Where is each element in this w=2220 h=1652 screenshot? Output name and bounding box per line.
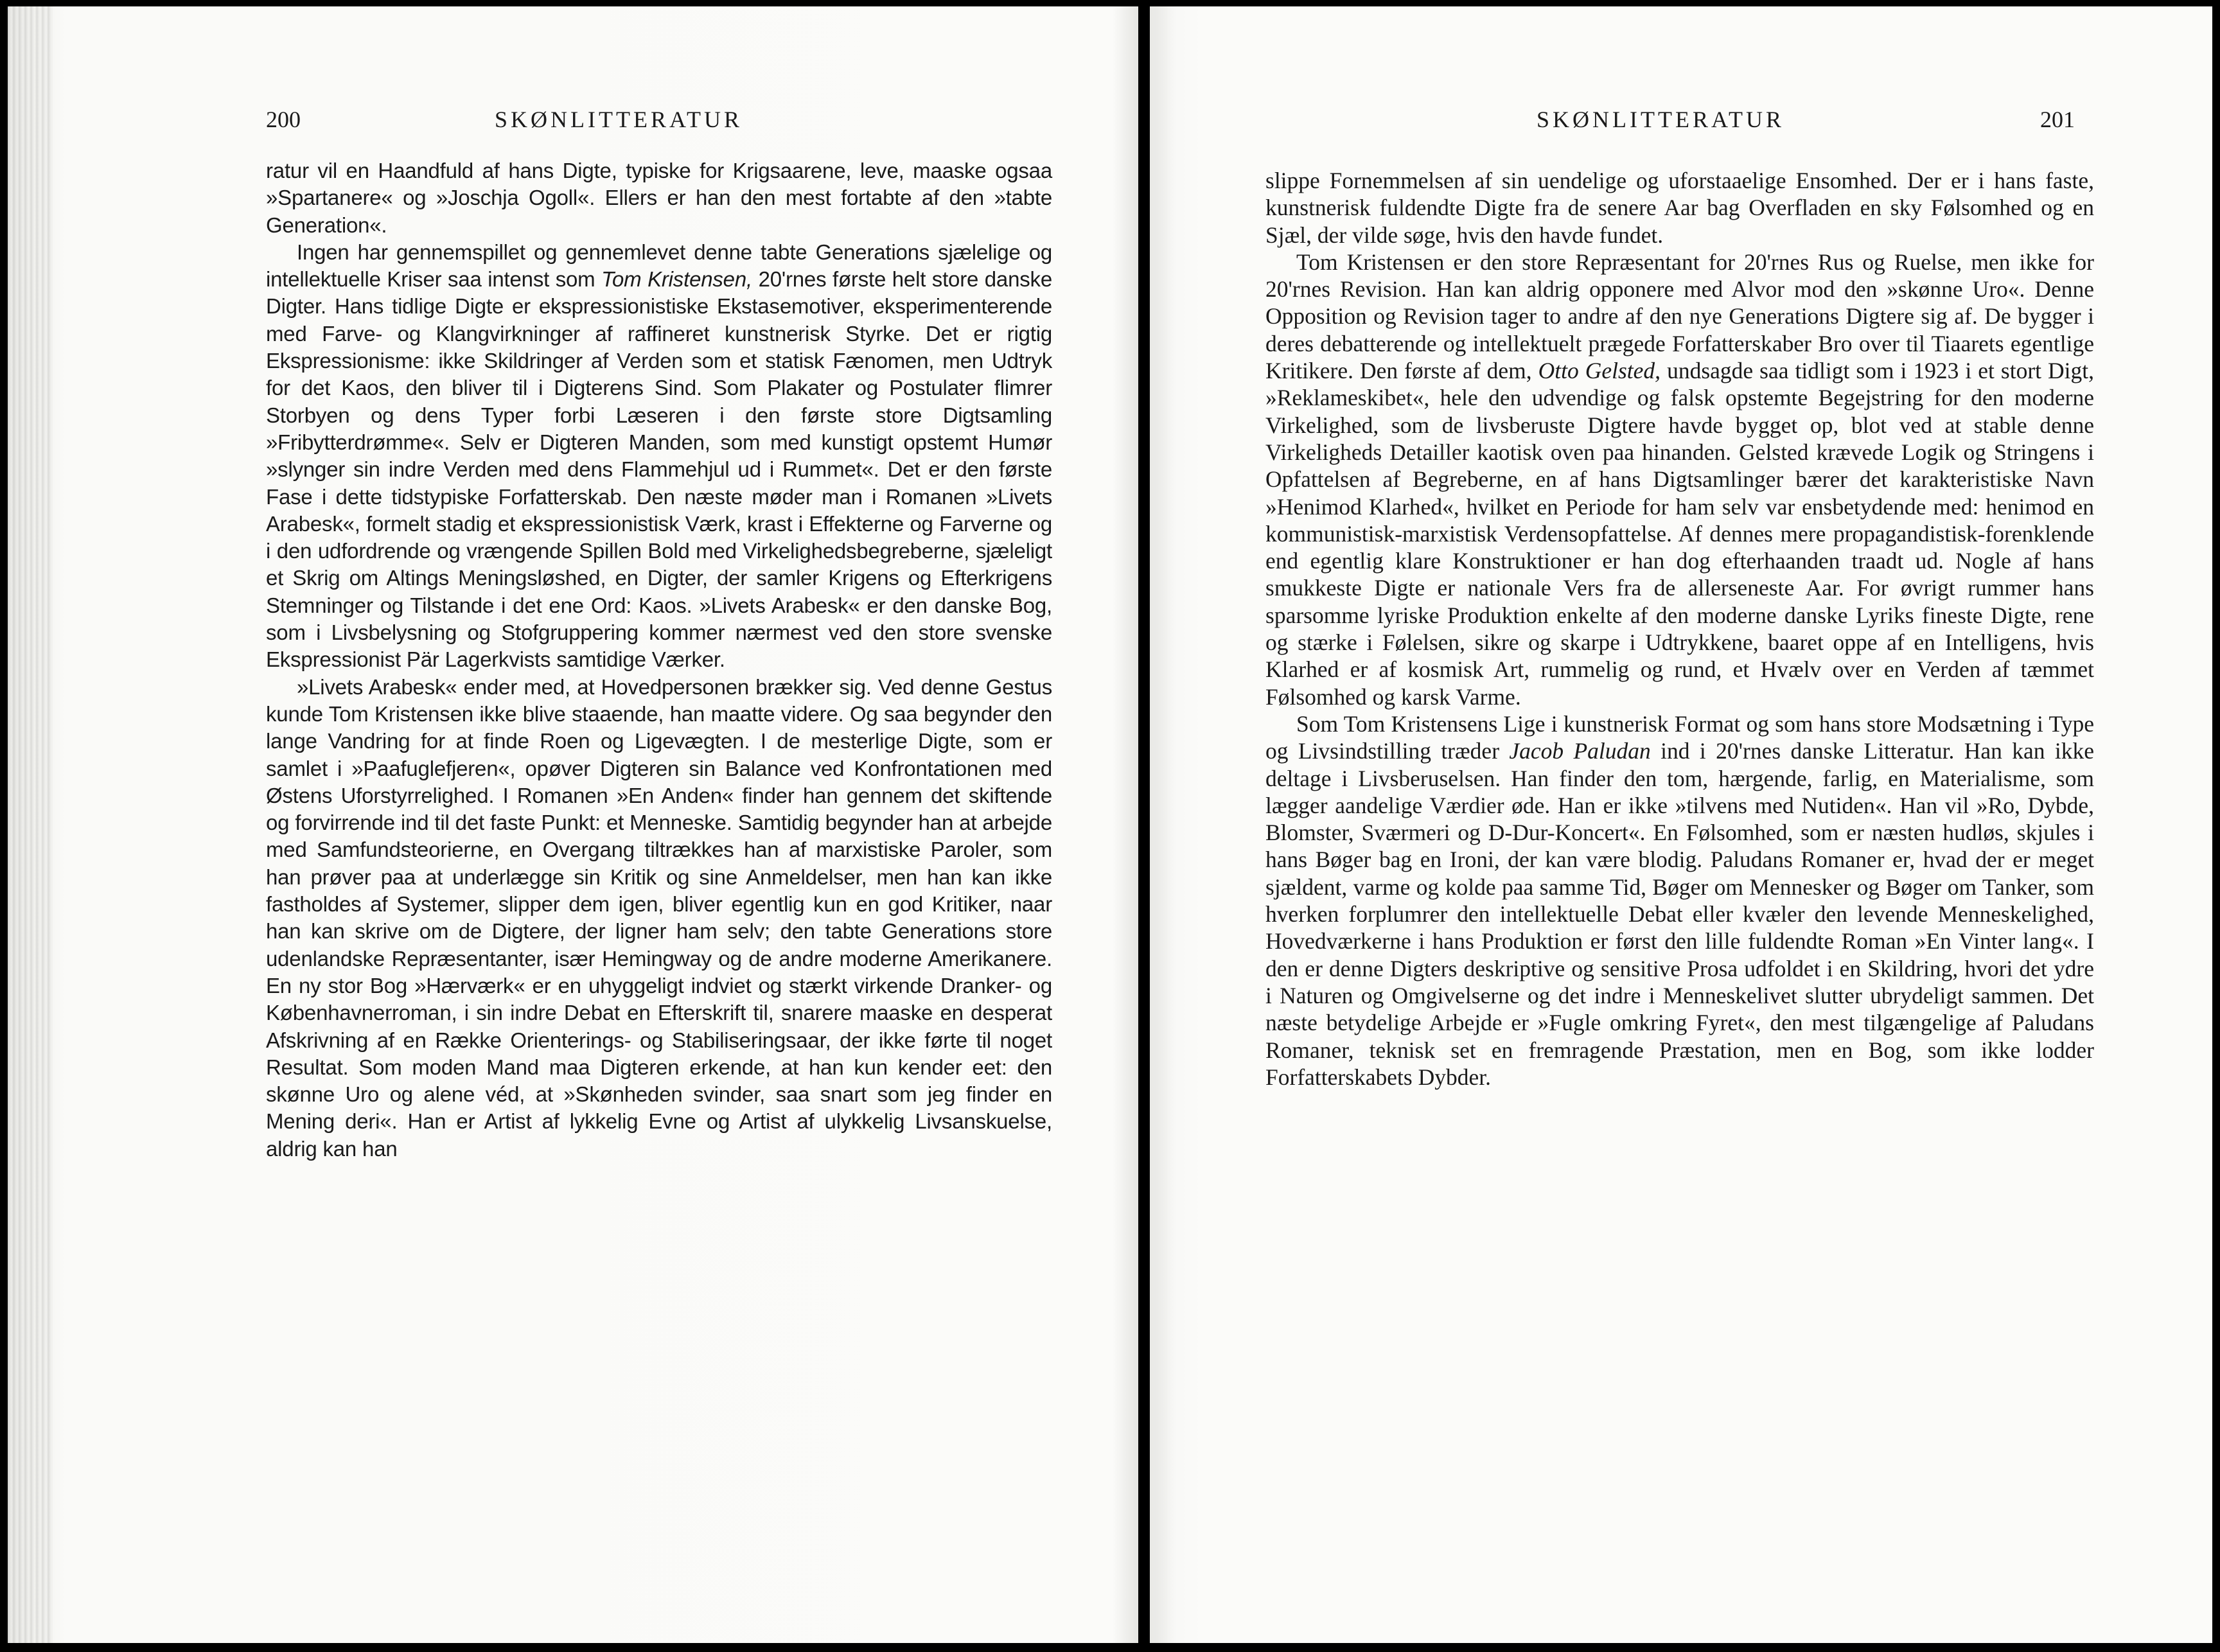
- paragraph: Ingen har gennemspillet og gennemlevet denne tabte Generations sjælelige og intellektuelle Kriser saa intenst som Tom Kristensen, 20'rnes første helt store danske Digter. Hans tidlige Digte er ekspressionistiske Ekstasemotiver, eksperimenterende med Farve- og Klangvirkninger af raffineret kunstnerisk Styrke. Det er rigtig Ekspressionisme: ikke Skildringer af Verden som et statisk Fænomen, men Udtryk for det Kaos, den bliver til i Digterens Sind. Som Plakater og Postulater flimrer Storbyen og dens Typer forbi Læseren i den første store Digtsamling »Fribytterdrømme«. Selv er Digteren Manden, som med kunstigt opstemt Humør »slynger sin indre Verden med dens Flammehjul ud i Rummet«. Det er den første Fase i dette tidstypiske Forfatterskab. Den næste møder man i Romanen »Livets Arabesk«, formelt stadig et ekspressionistisk Værk, krast i Effekterne og Farverne og i den udfordrende og vrængende Spillen Bold med Virkelighedsbegreberne, sjæleligt et Skrig om Altings Meningsløshed, en Digter, der samler Krigens og Efterkrigens Stemninger og Tilstande i det ene Ord: Kaos. »Livets Arabesk« er den danske Bog, som i Livsbelysning og Stofgruppering kommer nærmest ved den store svenske Ekspressionist Pär Lagerkvists samtidige Værker.: [266, 240, 1052, 672]
- running-header-right: SKØNLITTERATUR: [1537, 107, 1784, 132]
- right-page-body: [1265, 167, 2094, 1091]
- paragraph: ratur vil en Haandfuld af hans Digte, typiske for Krigsaarene, leve, maaske ogsaa »Spartanere« og »Joschja Ogoll«. Ellers er han den mest fortabte af den »tabte Generation«.: [266, 159, 1052, 237]
- running-header-left: SKØNLITTERATUR: [495, 107, 743, 132]
- left-page: [8, 6, 1138, 1643]
- left-page-body: [266, 157, 1052, 1163]
- paragraph: »Livets Arabesk« ender med, at Hovedpersonen brækker sig. Ved denne Gestus kunde Tom Kristensen ikke blive staaende, han maatte videre. Og saa begynder den lange Vandring for at finde Roen og Ligevægten. I de mesterlige Digte, som er samlet i »Paafuglefjeren«, opøver Digteren sin Balance ved Konfrontationen med Østens Uforstyrrelighed. I Romanen »En Anden« finder han gennem det skiftende og forvirrende ind til det faste Punkt: et Menneske. Samtidig begynder han at arbejde med Samfundsteorierne, en Overgang tiltrækkes han af marxistiske Paroler, som han prøver paa at underlægge sin Kritik og sine Anmeldelser, men han kan ikke fastholdes af Systemer, slipper dem igen, bliver egentlig kun en god Kritiker, naar han kan skrive om de Digtere, der ligner ham selv; den tabte Generations store udenlandske Repræsentanter, især Hemingway og de andre moderne Amerikanere. En ny stor Bog »Hærværk« er en uhyggeligt indviet og stærkt virkende Dranker- og Københavnerroman, i sin indre Debat en Efterskrift til, snarere maaske en desperat Afskrivning af en Række Orienterings- og Stabiliseringsaar, der ikke førte til noget Resultat. Som moden Mand maa Digteren erkende, at han kun kender eet: den skønne Uro og alene véd, at »Skønheden svinder, saa snart som jeg finder en Mening deri«. Han er Artist af lykkelig Evne og Artist af ulykkelig Livsanskuelse, aldrig kan han: [266, 674, 1052, 1161]
- page-number-right: 201: [2040, 107, 2075, 132]
- gutter-shadow-left: [1113, 6, 1138, 1643]
- paragraph: Som Tom Kristensens Lige i kunstnerisk Format og som hans store Modsætning i Type og Livsindstilling træder Jacob Paludan ind i 20'rnes danske Litteratur. Han kan ikke deltage i Livsberuselsen. Han finder den tom, hærgende, farlig, en Materialisme, som lægger aandelige Værdier øde. Han er ikke »tilvens med Nutiden«. Han vil »Ro, Dybde, Blomster, Sværmeri og D-Dur-Koncert«. En Følsomhed, som er næsten hudløs, skjules i hans Bøger bag en Ironi, der kan være blodig. Paludans Romaner er, hvad der er meget sjældent, varme og kolde paa samme Tid, Bøger om Mennesker og Bøger om Tanker, som hverken forplumrer den intellektuelle Debat eller kvæler den levende Menneskelighed, Hovedværkerne i hans Produktion er først den lille fuldendte Roman »En Vinter lang«. I den er denne Digters deskriptive og sensitive Prosa udfoldet i en Skildring, hvori det ydre i Naturen og Omgivelserne og det indre i Menneskelivet slutter ubrydeligt sammen. Det næste betydelige Arbejde er »Fugle omkring Fyret«, den mest tilgængelige af Paludans Romaner, teknisk set en fremragende Præstation, men en Bog, som ikke lodder Forfatterskabets Dybder.: [1265, 710, 2094, 1090]
- gutter-shadow-right: [1150, 6, 1176, 1643]
- page-edges: [8, 6, 53, 1643]
- right-page: [1150, 6, 2212, 1643]
- paragraph: Tom Kristensen er den store Repræsentant for 20'rnes Rus og Ruelse, men ikke for 20'rnes Revision. Han kan aldrig opponere med Alvor mod den »skønne Uro«. Denne Opposition og Revision tager to andre af den nye Generations Digtere sig af. De bygger i deres debatterende og intellektuelt prægede Forfatterskaber Bro over til Tiaarets egentlige Kritikere. Den første af dem, Otto Gelsted, undsagde saa tidligt som i 1923 i et stort Digt, »Reklameskibet«, hele den udvendige og falsk opstemte Begejstring for den moderne Virkelighed, som de livsberuste Digtere havde bygget op, blot ved at stable denne Virkeligheds Detailler kaotisk oven paa hinanden. Gelsted krævede Logik og Stringens i Opfattelsen af Begreberne, en af hans Digtsamlinger bærer det karakteristiske Navn »Henimod Klarhed«, hvilket en Periode for ham selv var ensbetydende med: henimod en kommunistisk-marxistisk Verdensopfattelse. Af dennes mere propagandistisk-forenklende end egentlig klare Konstruktioner er han dog efterhaanden traadt ud. Nogle af hans smukkeste Digte er nationale Vers fra de allerseneste Aar. For øvrigt rummer hans sparsomme lyriske Produktion enkelte af den moderne danske Lyriks fineste Digte, rene og stærke i Følelsen, sikre og skarpe i Udtrykkene, baaret oppe af en Intelligens, hvis Klarhed er af kosmisk Art, rummelig og rund, et Hvælv over en Verden af tæmmet Følsomhed og karsk Varme.: [1265, 249, 2094, 710]
- page-number-left: 200: [266, 107, 301, 132]
- paragraph: slippe Fornemmelsen af sin uendelige og uforstaaelige Ensomhed. Der er i hans faste, kunstnerisk fuldendte Digte fra de senere Aar bag Overfladen en sky Følsomhed og en Sjæl, der vilde søge, hvis den havde fundet.: [1265, 168, 2094, 248]
